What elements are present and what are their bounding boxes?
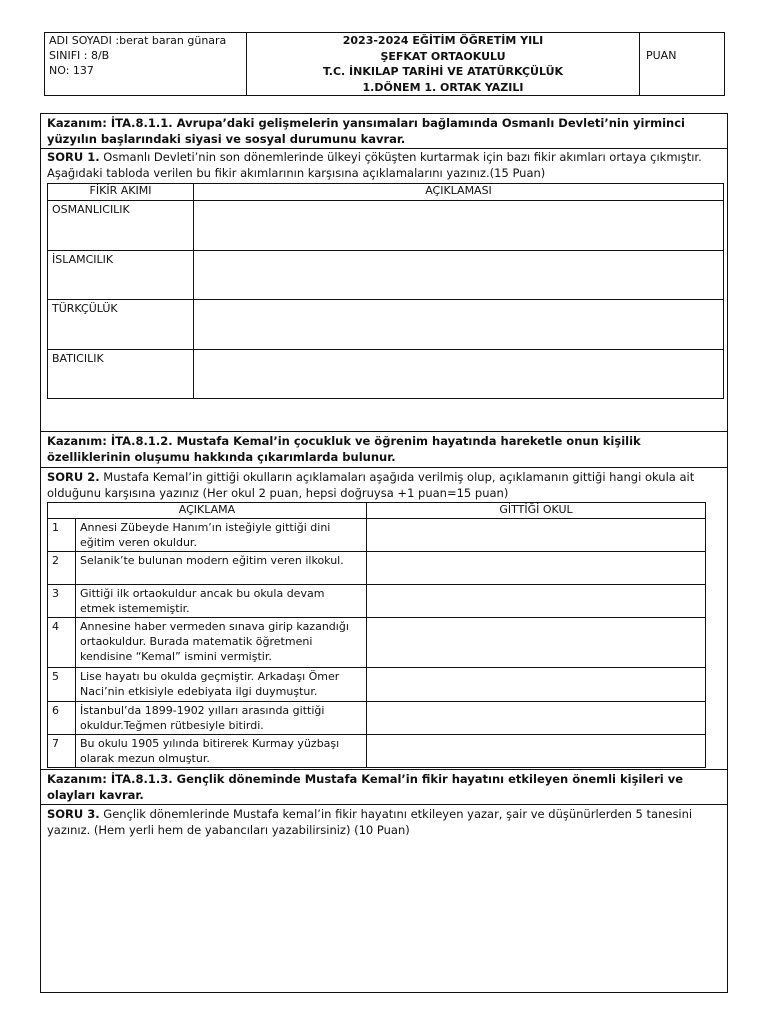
kazanim-2: Kazanım: İTA.8.1.2. Mustafa Kemal’in çocukluk ve öğrenim hayatında hareketle onun kişilik özelliklerinin oluşumu hakkında çıkarımlarda bulunur.	[47, 434, 641, 464]
table-row	[48, 349, 724, 399]
movement-name: TÜRKÇÜLÜK	[48, 300, 194, 350]
row-number: 7	[48, 735, 76, 768]
kazanim-3: Kazanım: İTA.8.1.3. Gençlik döneminde Mustafa Kemal’in fikir hayatını etkileyen önemli kişileri ve olayları kavrar.	[47, 772, 684, 802]
question-3-label: SORU 3.	[47, 807, 100, 821]
school-description: İstanbul’da 1899-1902 yılları arasında gittiği okuldur.Teğmen rütbesiyle bitirdi.	[76, 702, 367, 735]
table-row	[48, 250, 724, 300]
answer-cell[interactable]	[367, 552, 706, 585]
student-class: SINIFI : 8/B	[49, 49, 110, 62]
question-3-text: Gençlik dönemlerinde Mustafa kemal’in fikir hayatını etkileyen yazar, şair ve düşünürlerden 5 tanesini yazınız. (Hem yerli hem de yabancıları yazabilirsiniz) (10 Puan)	[47, 807, 693, 837]
movement-name: İSLAMCILIK	[48, 250, 194, 300]
student-name: ADI SOYADI :berat baran günara	[49, 34, 227, 47]
answer-cell[interactable]	[367, 618, 706, 668]
table-row	[48, 300, 724, 350]
movement-name: BATICILIK	[48, 349, 194, 399]
student-info	[45, 33, 247, 95]
answer-cell[interactable]	[367, 668, 706, 702]
row-number: 6	[48, 702, 76, 735]
divider	[40, 769, 728, 770]
table-header-movement: FİKİR AKIMI	[48, 184, 194, 201]
school-description: Lise hayatı bu okulda geçmiştir. Arkadaşı Ömer Naci’nin etkisiyle edebiyata ilgi duymuştur.	[76, 668, 367, 702]
answer-cell[interactable]	[194, 250, 724, 300]
row-number: 4	[48, 618, 76, 668]
table-row	[48, 585, 706, 618]
divider	[40, 804, 728, 805]
table-row	[48, 201, 724, 251]
score-label: PUAN	[646, 49, 677, 62]
answer-cell[interactable]	[194, 349, 724, 399]
table-header-description: AÇIKLAMASI	[194, 184, 724, 201]
kazanim-1: Kazanım: İTA.8.1.1. Avrupa’daki gelişmelerin yansımaları bağlamında Osmanlı Devleti’nin yirminci yüzyılın başlarındaki siyasi ve sosyal durumunu kavrar.	[47, 116, 686, 146]
table-row	[48, 618, 706, 668]
answer-cell[interactable]	[367, 585, 706, 618]
divider	[40, 431, 728, 432]
answer-cell[interactable]	[367, 735, 706, 768]
answer-cell[interactable]	[194, 300, 724, 350]
school-name: ŞEFKAT ORTAOKULU	[380, 49, 506, 63]
school-description: Selanik’te bulunan modern eğitim veren ilkokul.	[76, 552, 367, 585]
question-2-label: SORU 2.	[47, 470, 100, 484]
table-row	[48, 702, 706, 735]
exam-header	[44, 32, 725, 96]
course-name: T.C. İNKILAP TARİHİ VE ATATÜRKÇÜLÜK	[322, 65, 564, 78]
school-description: Annesine haber vermeden sınava girip kazandığı ortaokuldur. Burada matematik öğretmeni kendisine “Kemal” ismini vermiştir.	[76, 618, 367, 668]
row-number: 3	[48, 585, 76, 618]
movement-name: OSMANLICILIK	[48, 201, 194, 251]
school-description: Gittiği ilk ortaokuldur ancak bu okula devam etmek istememiştir.	[76, 585, 367, 618]
row-number: 1	[48, 519, 76, 552]
score-box	[640, 33, 724, 95]
question-3	[47, 806, 725, 838]
schools-table	[47, 502, 706, 768]
table-row	[48, 668, 706, 702]
school-year: 2023-2024 EĞİTİM ÖĞRETİM YILI	[342, 34, 544, 47]
question-2	[47, 469, 725, 501]
divider	[40, 467, 728, 468]
table-row	[48, 735, 706, 768]
ideology-table	[47, 183, 724, 399]
table-header-school: GİTTİĞİ OKUL	[367, 503, 706, 519]
question-1-text: Osmanlı Devleti’nin son dönemlerinde ülkeyi çöküşten kurtarmak için bazı fikir akımları ortaya çıkmıştır. Aşağıdaki tabloda verilen bu fikir akımlarının karşısına açıklamalarını yazınız.(15 Puan)	[47, 150, 702, 180]
question-1	[47, 149, 725, 181]
school-description: Annesi Zübeyde Hanım’ın isteğiyle gittiği dini eğitim veren okuldur.	[76, 519, 367, 552]
exam-title-block	[247, 33, 640, 95]
table-header-description: AÇIKLAMA	[48, 503, 367, 519]
student-number: NO: 137	[49, 64, 94, 77]
row-number: 5	[48, 668, 76, 702]
answer-cell[interactable]	[367, 519, 706, 552]
answer-area-3[interactable]	[44, 842, 724, 990]
question-2-text: Mustafa Kemal’in gittiği okulların açıklamaları aşağıda verilmiş olup, açıklamanın gittiği hangi okula ait olduğunu karşısına yazınız (Her okul 2 puan, hepsi doğruysa +1 puan=15 puan)	[47, 470, 695, 500]
school-description: Bu okulu 1905 yılında bitirerek Kurmay yüzbaşı olarak mezun olmuştur.	[76, 735, 367, 768]
answer-cell[interactable]	[367, 702, 706, 735]
answer-cell[interactable]	[194, 201, 724, 251]
table-row	[48, 552, 706, 585]
table-row	[48, 519, 706, 552]
question-1-label: SORU 1.	[47, 150, 100, 164]
exam-name: 1.DÖNEM 1. ORTAK YAZILI	[362, 80, 524, 94]
row-number: 2	[48, 552, 76, 585]
